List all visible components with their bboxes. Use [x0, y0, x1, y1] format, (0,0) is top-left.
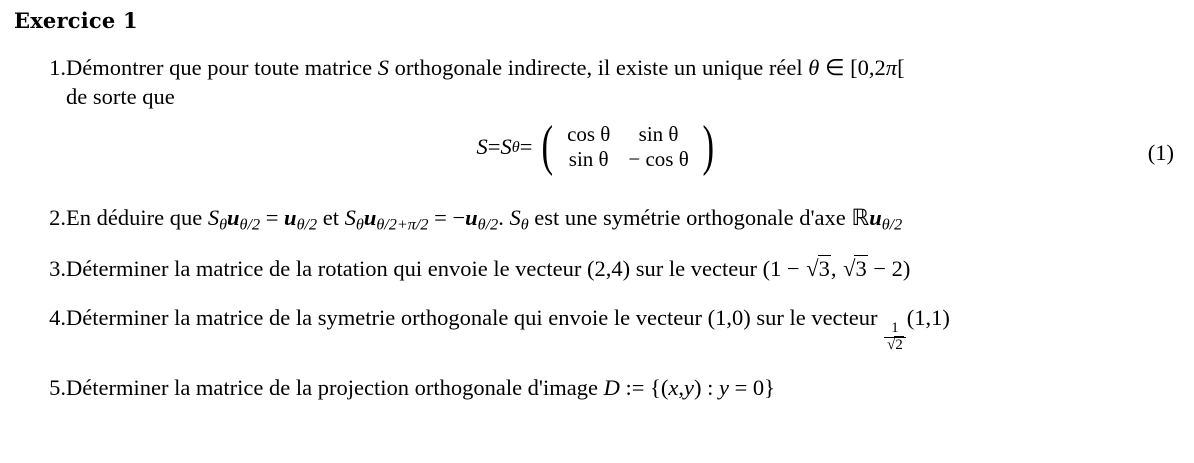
matrix-cell-22: − cos θ	[628, 147, 689, 172]
fraction-denominator	[884, 338, 906, 354]
list-item-number: 2.	[49, 204, 66, 230]
list-item	[14, 304, 1180, 354]
item2-u1: u	[227, 204, 240, 230]
list-item-number: 5.	[49, 374, 66, 400]
item2-u3-sub: θ/2+π/2	[376, 215, 429, 234]
list-item	[14, 374, 1180, 403]
item5-text-d: = 0}	[728, 374, 775, 400]
item5-text-a: Déterminer la matrice de la projection orthogonale d'image	[66, 374, 604, 400]
item5-comma: ,	[678, 374, 684, 400]
item2-u4-sub: θ/2	[477, 215, 499, 234]
matrix-cell-12: sin θ	[638, 121, 679, 146]
item2-axis-R: ℝ	[851, 204, 870, 230]
radical-sign: √	[843, 255, 856, 281]
matrix-cell-21: sin θ	[568, 147, 609, 172]
item2-text-a: En déduire que	[66, 204, 208, 230]
exercise-list	[14, 54, 1180, 402]
item1-symbol-theta: θ	[808, 55, 820, 80]
list-item-body	[66, 304, 1180, 354]
list-item	[14, 54, 1180, 112]
item2-S2: S	[344, 204, 356, 230]
list-item	[14, 255, 1180, 284]
item5-text-c: ) :	[693, 374, 719, 400]
item2-S1-sub: θ	[219, 215, 228, 234]
item2-S1: S	[207, 204, 220, 230]
item1-line2: de sorte que	[66, 83, 175, 109]
list-item-number: 1.	[49, 55, 66, 80]
list-item-body	[66, 204, 1180, 235]
item1-text-c: ∈ [0,2	[819, 55, 886, 80]
matrix-row	[558, 122, 698, 148]
item2-S2-sub: θ	[355, 215, 364, 234]
item2-u1-sub: θ/2	[239, 215, 261, 234]
item5-symbol-y2: y	[718, 374, 729, 400]
item2-S3-sub: θ	[520, 215, 529, 234]
item1-text-b: orthogonale indirecte, il existe un unique réel	[389, 55, 809, 80]
item3-text-a: Déterminer la matrice de la rotation qui envoie le vecteur (2,4) sur le vecteur (1 −	[66, 255, 806, 281]
fraction-one-over-sqrt2	[884, 321, 906, 353]
item1-text-a: Démontrer que pour toute matrice	[66, 55, 378, 80]
item4-text-b: (1,1)	[906, 304, 950, 330]
sqrt-3-second	[842, 255, 868, 284]
list-item-body	[66, 54, 1180, 112]
fraction-numerator: 1	[891, 320, 899, 337]
equation-equals-1: =	[487, 134, 501, 160]
list-item-number: 4.	[49, 304, 66, 330]
item2-equals-2: = −	[428, 204, 466, 230]
radicand: 3	[855, 255, 867, 281]
item2-equals-1: =	[260, 204, 285, 230]
equation-lhs-subscript: θ	[511, 137, 520, 156]
item2-text-d: est une symétrie orthogonale d'axe	[528, 204, 852, 230]
matrix	[538, 115, 717, 178]
right-paren: )	[702, 115, 714, 178]
item3-text-b: ,	[830, 255, 843, 281]
item2-text-c: .	[498, 204, 510, 230]
equation-block	[14, 115, 1180, 184]
item2-u2-sub: θ/2	[296, 215, 318, 234]
item2-axis-u-sub: θ/2	[881, 215, 903, 234]
equation-lhs-S2: S	[500, 134, 512, 160]
item1-symbol-pi: π	[885, 55, 898, 80]
item4-text-a: Déterminer la matrice de la symetrie orthogonale qui envoie le vecteur (1,0) sur le vecteur	[66, 304, 884, 330]
item5-symbol-x: x	[668, 374, 679, 400]
left-paren: (	[541, 115, 554, 178]
item2-axis-u: u	[869, 204, 882, 230]
equation-lhs-S: S	[476, 134, 488, 160]
item5-symbol-D: D	[603, 374, 620, 400]
radicand: 2	[895, 336, 903, 353]
item2-text-b: et	[317, 204, 345, 230]
equation-content	[14, 115, 1180, 178]
item2-u3: u	[363, 204, 377, 230]
equation-number: (1)	[1147, 139, 1174, 165]
radicand: 3	[818, 255, 830, 281]
matrix-row	[558, 147, 698, 173]
equation-equals-2: =	[519, 134, 533, 160]
page-title: Exercice 1	[14, 8, 138, 33]
item5-symbol-y: y	[683, 374, 694, 400]
radical-sign: √	[806, 255, 819, 281]
item2-S3: S	[509, 204, 521, 230]
item1-text-d: [	[897, 55, 905, 80]
item5-text-b: := {(	[619, 374, 669, 400]
item2-u4: u	[465, 204, 478, 230]
matrix-grid	[558, 122, 698, 173]
radical-sign: √	[887, 336, 896, 353]
item3-text-c: − 2)	[867, 255, 911, 281]
list-item	[14, 204, 1180, 235]
item2-u2: u	[284, 204, 297, 230]
item1-symbol-S: S	[377, 55, 390, 80]
sqrt-3-first	[805, 255, 831, 284]
list-item-number: 3.	[49, 255, 66, 281]
sqrt-2	[886, 338, 904, 354]
matrix-cell-11: cos θ	[567, 121, 611, 146]
list-item-body	[66, 255, 1180, 284]
list-item-body	[66, 374, 1180, 403]
